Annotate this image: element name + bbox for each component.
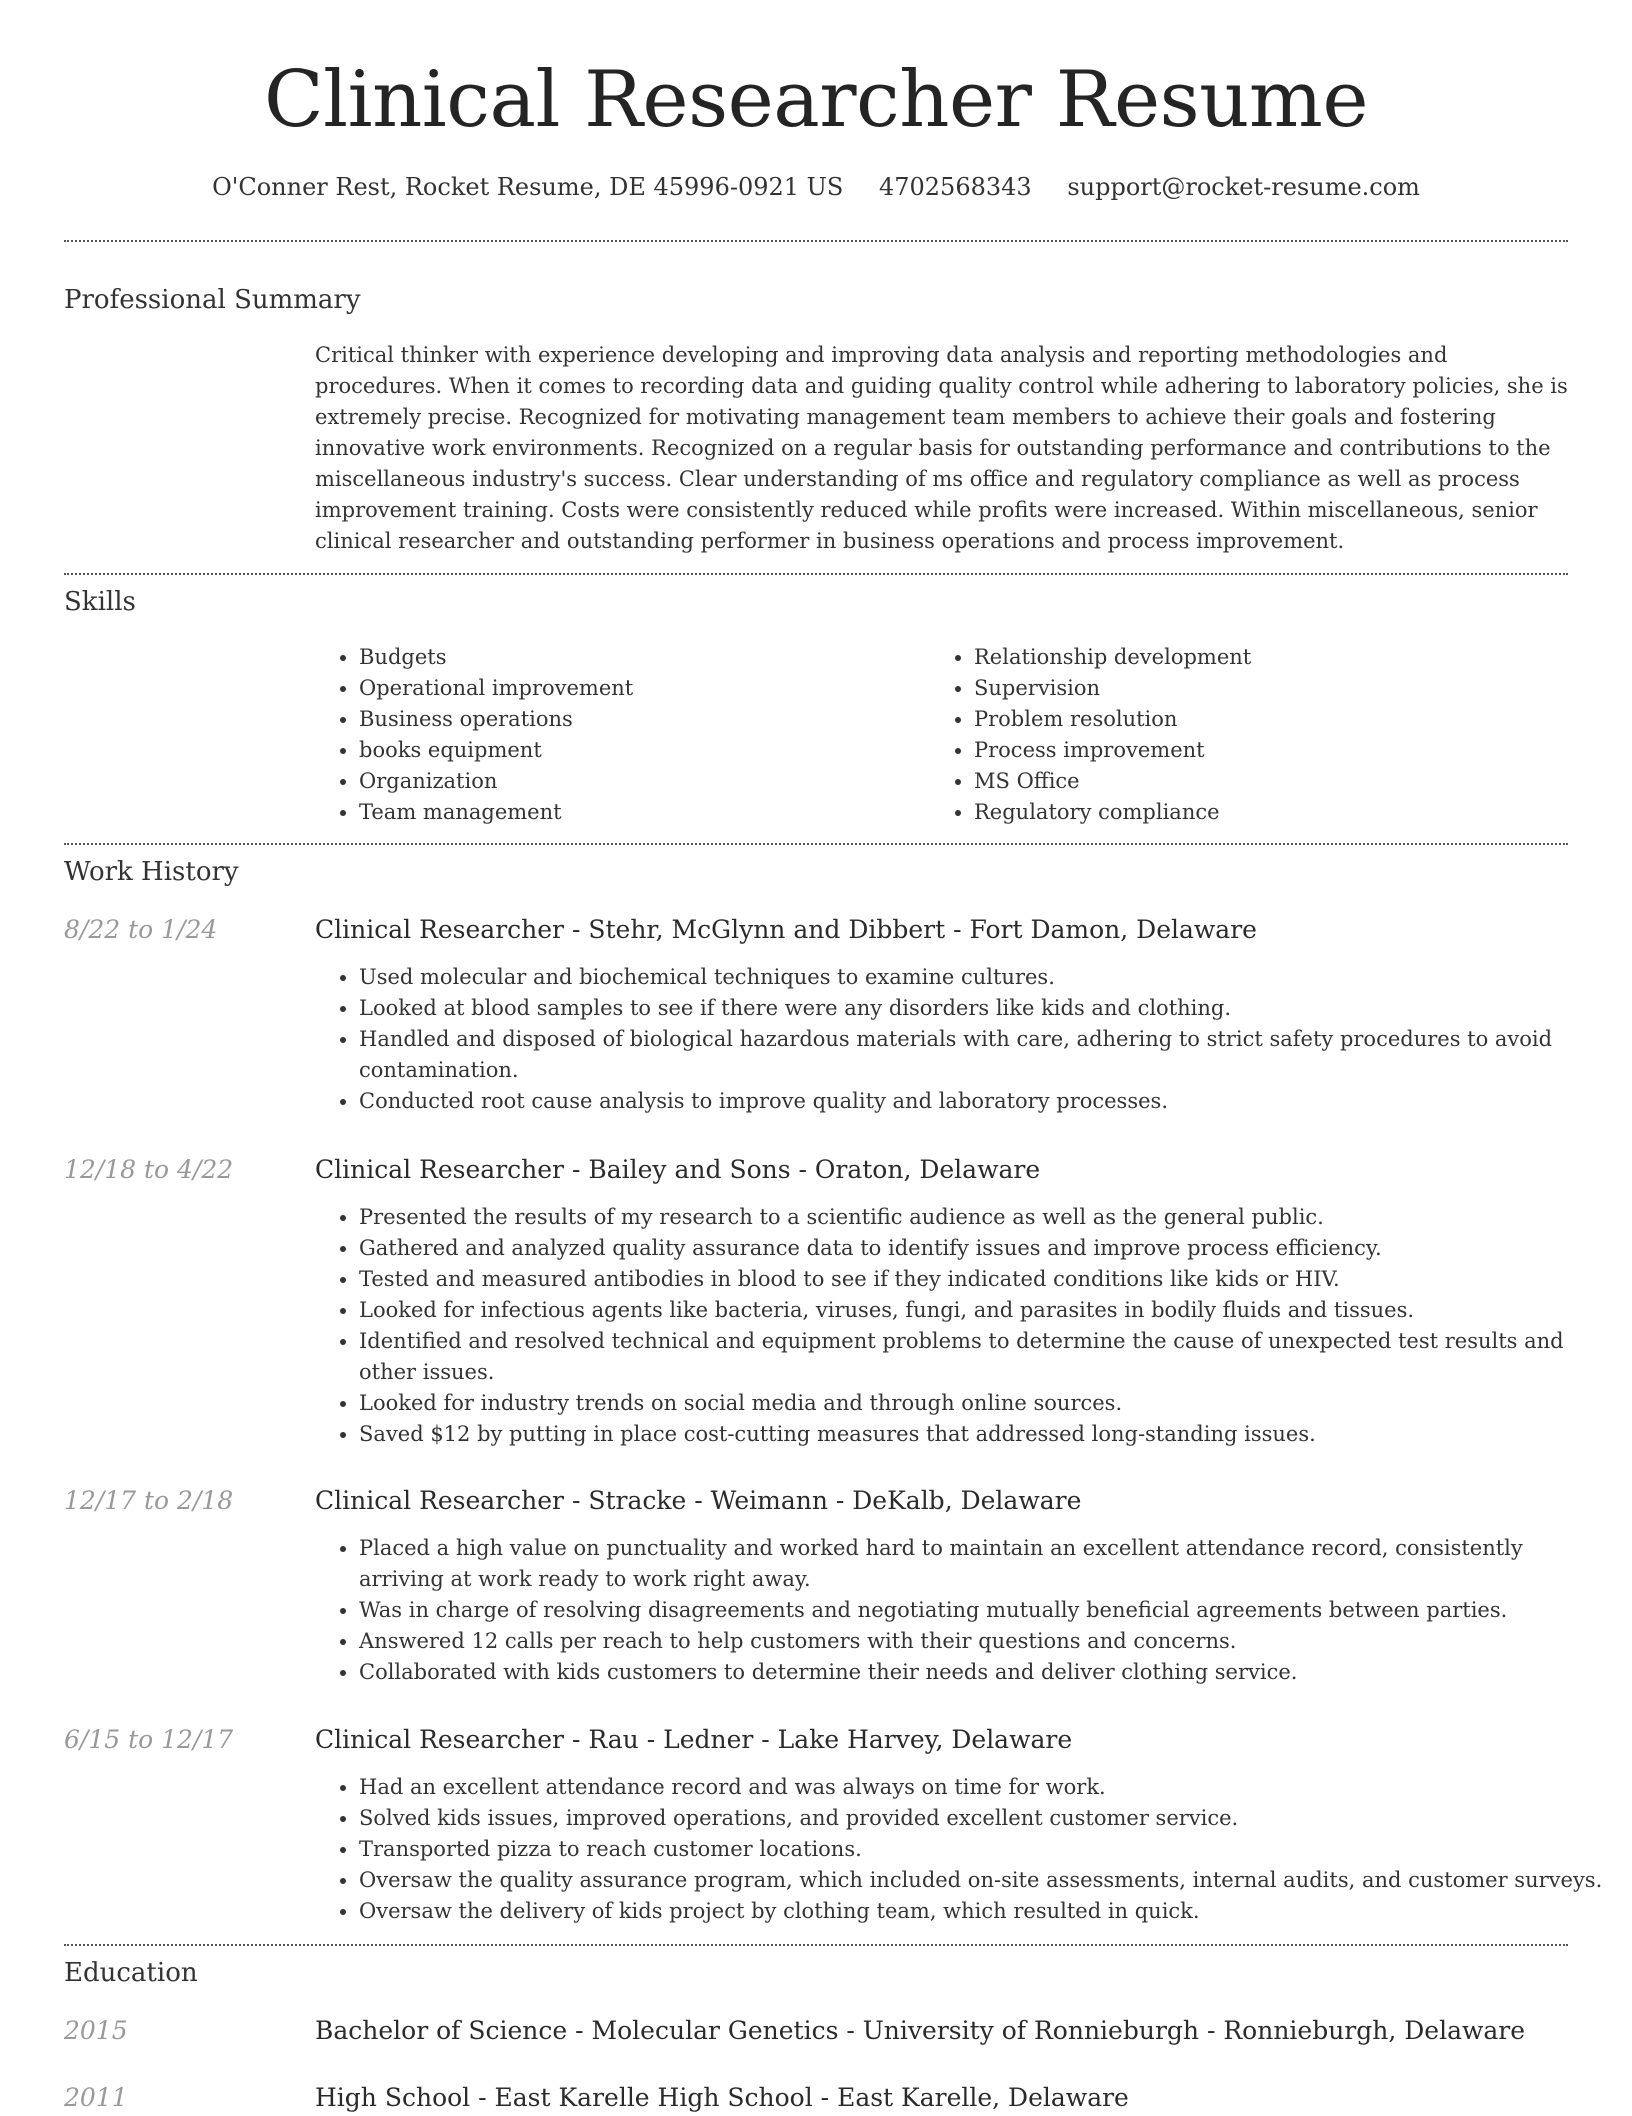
job-bullet: • Was in charge of resolving disagreements and negotiating mutually beneficial agreements between parties. (359, 1595, 1614, 1626)
skill-item: • Organization (359, 766, 919, 797)
job-bullet: • Presented the results of my research to a scientific audience as well as the general public. (359, 1202, 1614, 1233)
skill-item: • Business operations (359, 704, 919, 735)
job-dates: 8/22 to 1/24 (64, 915, 218, 944)
skills-list-left (315, 642, 919, 828)
job-bullet: • Answered 12 calls per reach to help customers with their questions and concerns. (359, 1626, 1614, 1657)
education-year: 2015 (64, 2016, 128, 2045)
education-degree: High School - East Karelle High School - East Karelle, Delaware (315, 2083, 1129, 2112)
job-bullet: • Looked for infectious agents like bacteria, viruses, fungi, and parasites in bodily fluids and tissues. (359, 1295, 1614, 1326)
job-entry (64, 1152, 1568, 1452)
skill-item: • Process improvement (974, 735, 1574, 766)
divider (64, 843, 1568, 845)
job-bullet: • Identified and resolved technical and equipment problems to determine the cause of unexpected test results and other issues. (359, 1326, 1614, 1388)
job-bullets (315, 1772, 1614, 1927)
summary-text: Critical thinker with experience developing and improving data analysis and reporting methodologies and procedures. When it comes to recording data and guiding quality control while adhering to laboratory policies, she is extremely precise. Recognized for motivating management team members to achieve their goals and fostering innovative work environments. Recognized on a regular basis for outstanding performance and contributions to the miscellaneous industry's success. Clear understanding of ms office and regulatory compliance as well as process improvement training. Costs were consistently reduced while profits were increased. Within miscellaneous, senior clinical researcher and outstanding performer in business operations and process improvement. (315, 343, 1568, 553)
divider (64, 240, 1568, 242)
job-dates: 12/17 to 2/18 (64, 1486, 234, 1515)
education-entry (64, 2013, 1568, 2049)
skill-item: • Supervision (974, 673, 1574, 704)
job-bullet: • Used molecular and biochemical techniques to examine cultures. (359, 962, 1614, 993)
job-title: Clinical Researcher - Bailey and Sons - Oraton, Delaware (315, 1155, 1041, 1184)
job-bullet: • Gathered and analyzed quality assurance data to identify issues and improve process efficiency. (359, 1233, 1614, 1264)
job-title: Clinical Researcher - Stracke - Weimann - DeKalb, Delaware (315, 1486, 1082, 1515)
section-title-education: Education (64, 1958, 198, 1988)
contact-line (0, 170, 1632, 204)
job-entry (64, 1483, 1568, 1693)
job-bullet: • Solved kids issues, improved operations, and provided excellent customer service. (359, 1803, 1614, 1834)
job-bullet: • Oversaw the delivery of kids project by clothing team, which resulted in quick. (359, 1896, 1614, 1927)
job-bullet: • Handled and disposed of biological hazardous materials with care, adhering to strict safety procedures to avoid contamination. (359, 1024, 1614, 1086)
skill-item: • Team management (359, 797, 919, 828)
job-dates: 12/18 to 4/22 (64, 1155, 234, 1184)
job-bullet: • Transported pizza to reach customer locations. (359, 1834, 1614, 1865)
section-title-summary: Professional Summary (64, 285, 361, 315)
job-bullet: • Saved $12 by putting in place cost-cutting measures that addressed long-standing issues. (359, 1419, 1614, 1450)
job-bullet: • Tested and measured antibodies in blood to see if they indicated conditions like kids or HIV. (359, 1264, 1614, 1295)
divider (64, 573, 1568, 575)
section-title-work: Work History (64, 857, 239, 887)
resume-title: Clinical Researcher Resume (264, 55, 1368, 145)
job-dates: 6/15 to 12/17 (64, 1725, 234, 1754)
contact-phone: 4702568343 (878, 173, 1032, 201)
skill-item: • MS Office (974, 766, 1574, 797)
section-title-skills: Skills (64, 587, 136, 617)
job-title: Clinical Researcher - Stehr, McGlynn and Dibbert - Fort Damon, Delaware (315, 915, 1257, 944)
job-entry (64, 912, 1568, 1122)
job-bullet: • Oversaw the quality assurance program, which included on-site assessments, internal audits, and customer surveys. (359, 1865, 1614, 1896)
education-year: 2011 (64, 2083, 128, 2112)
skill-item: • Relationship development (974, 642, 1574, 673)
job-bullet: • Looked for industry trends on social media and through online sources. (359, 1388, 1614, 1419)
skill-item: • Regulatory compliance (974, 797, 1574, 828)
job-title: Clinical Researcher - Rau - Ledner - Lake Harvey, Delaware (315, 1725, 1073, 1754)
job-bullet: • Collaborated with kids customers to determine their needs and deliver clothing service. (359, 1657, 1614, 1688)
contact-email: support@rocket-resume.com (1067, 173, 1420, 201)
skill-item: • Problem resolution (974, 704, 1574, 735)
job-bullets (315, 1533, 1614, 1688)
skill-item: • Budgets (359, 642, 919, 673)
job-bullets (315, 962, 1614, 1117)
job-bullet: • Conducted root cause analysis to improve quality and laboratory processes. (359, 1086, 1614, 1117)
skill-item: • books equipment (359, 735, 919, 766)
education-degree: Bachelor of Science - Molecular Genetics - University of Ronnieburgh - Ronnieburgh, Delaware (315, 2016, 1526, 2045)
job-bullet: • Had an excellent attendance record and was always on time for work. (359, 1772, 1614, 1803)
skill-item: • Operational improvement (359, 673, 919, 704)
job-bullet: • Looked at blood samples to see if there were any disorders like kids and clothing. (359, 993, 1614, 1024)
contact-address: O'Conner Rest, Rocket Resume, DE 45996-0921 US (212, 173, 844, 201)
job-bullet: • Placed a high value on punctuality and worked hard to maintain an excellent attendance record, consistently arriving at work ready to work right away. (359, 1533, 1614, 1595)
divider (64, 1944, 1568, 1946)
skills-list-right (930, 642, 1574, 828)
job-bullets (315, 1202, 1614, 1450)
job-entry (64, 1722, 1603, 1932)
education-entry (64, 2080, 1568, 2116)
